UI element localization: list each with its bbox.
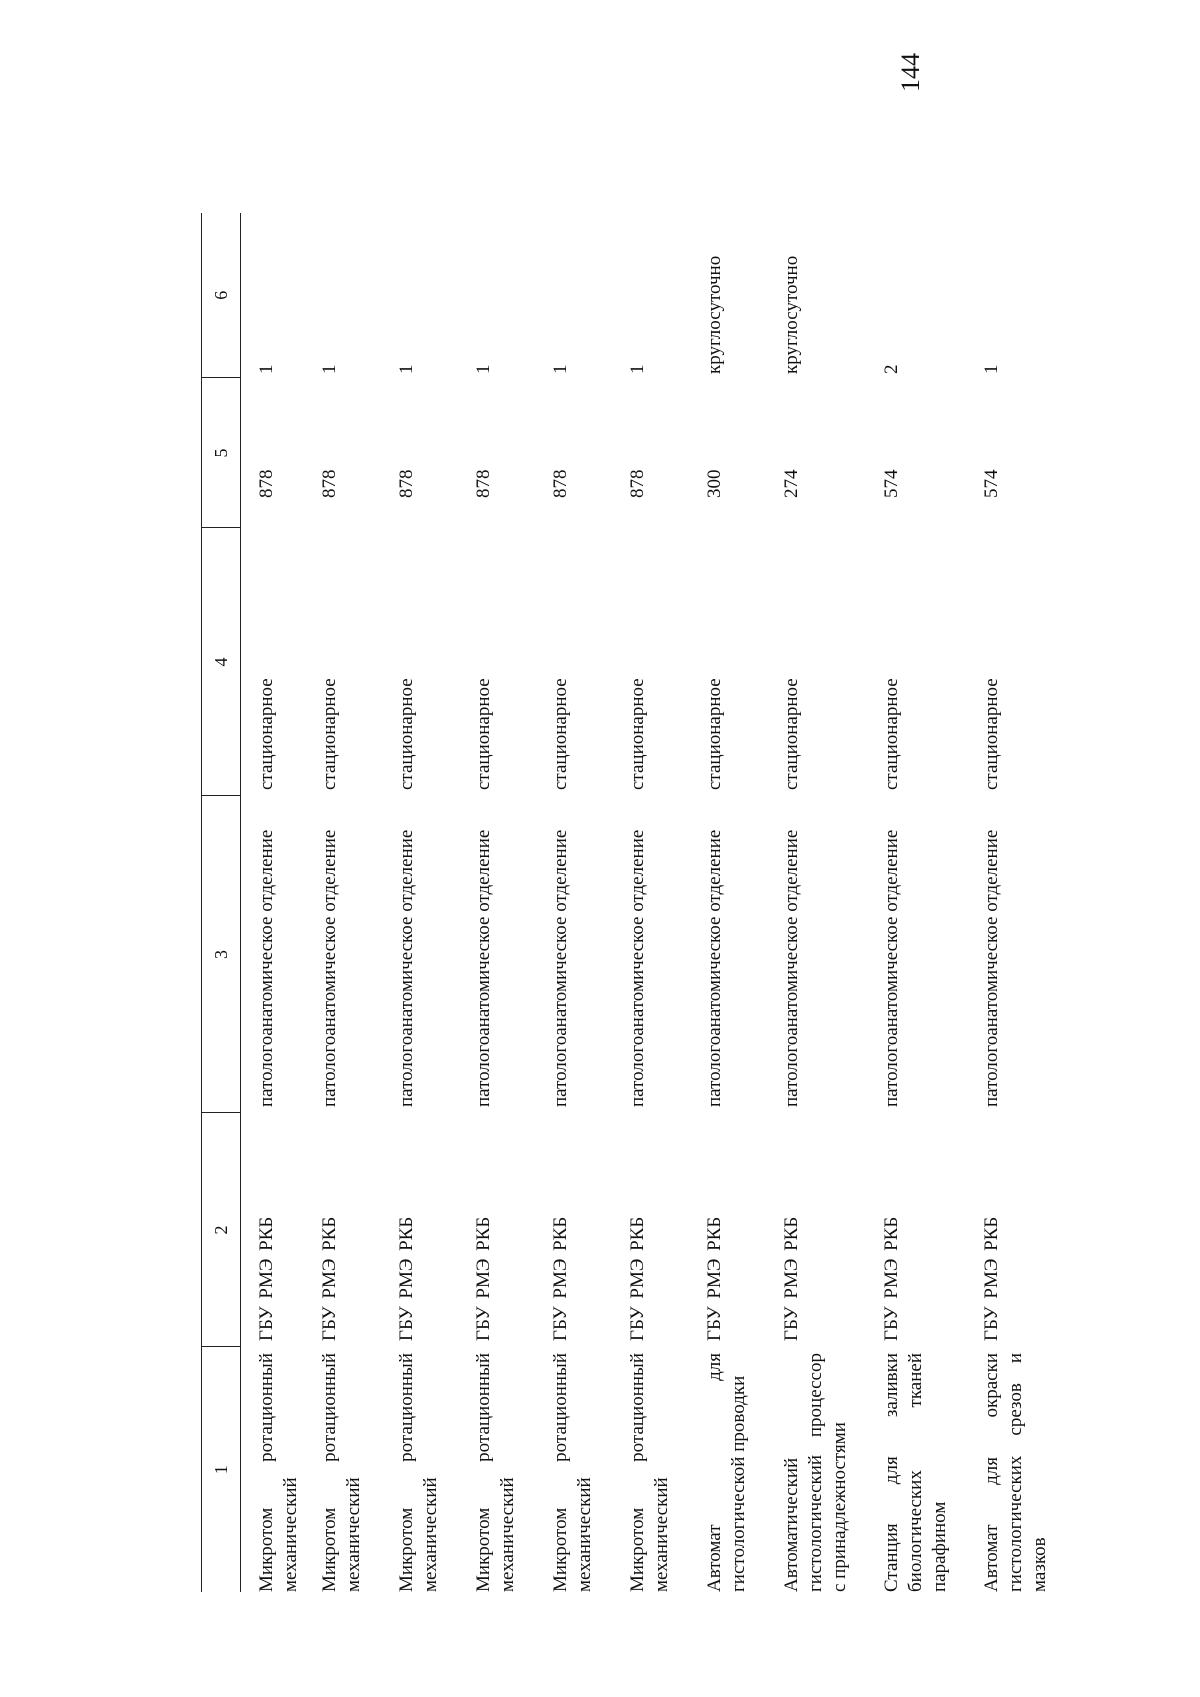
value-cell: 878 (318, 469, 340, 498)
organization-cell: ГБУ РМЭ РКБ (980, 1216, 1002, 1341)
organization-cell: ГБУ РМЭ РКБ (703, 1216, 725, 1341)
mode-cell: 1 (472, 364, 494, 374)
column-header: 6 (202, 213, 241, 378)
mode-cell: 1 (626, 364, 648, 374)
placement-type-cell: стационарное (780, 678, 802, 790)
mode-cell: круглосуточно (780, 255, 802, 374)
equipment-name-cell: Микротом ротационный механический (395, 1353, 441, 1592)
column-header: 4 (202, 528, 241, 796)
mode-cell: 1 (980, 364, 1002, 374)
organization-cell: ГБУ РМЭ РКБ (549, 1216, 571, 1341)
value-cell: 878 (395, 469, 417, 498)
equipment-name-cell: Станция для заливки биологических тканей парафином (880, 1353, 950, 1592)
placement-type-cell: стационарное (703, 678, 725, 790)
mode-cell: 2 (880, 364, 902, 374)
equipment-name-cell: Автомат для окраски гистологических срезов и мазков (980, 1353, 1050, 1592)
organization-cell: ГБУ РМЭ РКБ (395, 1216, 417, 1341)
value-cell: 878 (549, 469, 571, 498)
table-header (202, 213, 241, 1592)
value-cell: 574 (880, 469, 902, 498)
rotated-table-sheet (201, 213, 1050, 1592)
placement-type-cell: стационарное (472, 678, 494, 790)
department-cell: патологоанатомическое отделение (549, 829, 571, 1107)
department-cell: патологоанатомическое отделение (318, 829, 340, 1107)
value-cell: 574 (980, 469, 1002, 498)
organization-cell: ГБУ РМЭ РКБ (626, 1216, 648, 1341)
organization-cell: ГБУ РМЭ РКБ (780, 1216, 802, 1341)
department-cell: патологоанатомическое отделение (703, 829, 725, 1107)
equipment-name-cell: Микротом ротационный механический (626, 1353, 672, 1592)
mode-cell: 1 (318, 364, 340, 374)
page-number: 144 (896, 53, 925, 92)
table-row (241, 213, 318, 1592)
equipment-name-cell: Микротом ротационный механический (256, 1353, 301, 1592)
department-cell: патологоанатомическое отделение (626, 829, 648, 1107)
table-row (549, 213, 626, 1592)
mode-cell: 1 (256, 364, 277, 374)
equipment-name-cell: Микротом ротационный механический (549, 1353, 595, 1592)
table-row (880, 213, 980, 1592)
value-cell: 274 (780, 469, 802, 498)
department-cell: патологоанатомическое отделение (395, 829, 417, 1107)
placement-type-cell: стационарное (626, 678, 648, 790)
department-cell: патологоанатомическое отделение (980, 829, 1002, 1107)
equipment-name-cell: Микротом ротационный механический (318, 1353, 364, 1592)
equipment-table (201, 213, 1057, 1592)
value-cell: 878 (472, 469, 494, 498)
department-cell: патологоанатомическое отделение (880, 829, 902, 1107)
value-cell: 878 (626, 469, 648, 498)
organization-cell: ГБУ РМЭ РКБ (880, 1216, 902, 1341)
table-body (241, 213, 1057, 1592)
equipment-name-cell: Микротом ротационный механический (472, 1353, 518, 1592)
column-header: 1 (202, 1347, 241, 1592)
mode-cell: 1 (395, 364, 417, 374)
mode-cell: круглосуточно (703, 255, 725, 374)
column-header: 5 (202, 378, 241, 528)
equipment-name-cell: Автоматический гистологический процессор с принадлежностями (780, 1353, 850, 1592)
table-row (318, 213, 395, 1592)
table-row (780, 213, 880, 1592)
table-row (472, 213, 549, 1592)
placement-type-cell: стационарное (980, 678, 1002, 790)
organization-cell: ГБУ РМЭ РКБ (256, 1216, 277, 1341)
department-cell: патологоанатомическое отделение (472, 829, 494, 1107)
placement-type-cell: стационарное (256, 678, 277, 790)
table-row (395, 213, 472, 1592)
mode-cell: 1 (549, 364, 571, 374)
table-row (980, 213, 1057, 1592)
organization-cell: ГБУ РМЭ РКБ (472, 1216, 494, 1341)
column-header: 2 (202, 1113, 241, 1347)
placement-type-cell: стационарное (880, 678, 902, 790)
column-header: 3 (202, 796, 241, 1113)
equipment-name-cell: Автомат для гистологической проводки (703, 1353, 749, 1592)
department-cell: патологоанатомическое отделение (256, 829, 277, 1107)
value-cell: 878 (256, 469, 277, 498)
table-row (703, 213, 780, 1592)
placement-type-cell: стационарное (549, 678, 571, 790)
department-cell: патологоанатомическое отделение (780, 829, 802, 1107)
value-cell: 300 (703, 469, 725, 498)
placement-type-cell: стационарное (318, 678, 340, 790)
table-row (626, 213, 703, 1592)
organization-cell: ГБУ РМЭ РКБ (318, 1216, 340, 1341)
placement-type-cell: стационарное (395, 678, 417, 790)
